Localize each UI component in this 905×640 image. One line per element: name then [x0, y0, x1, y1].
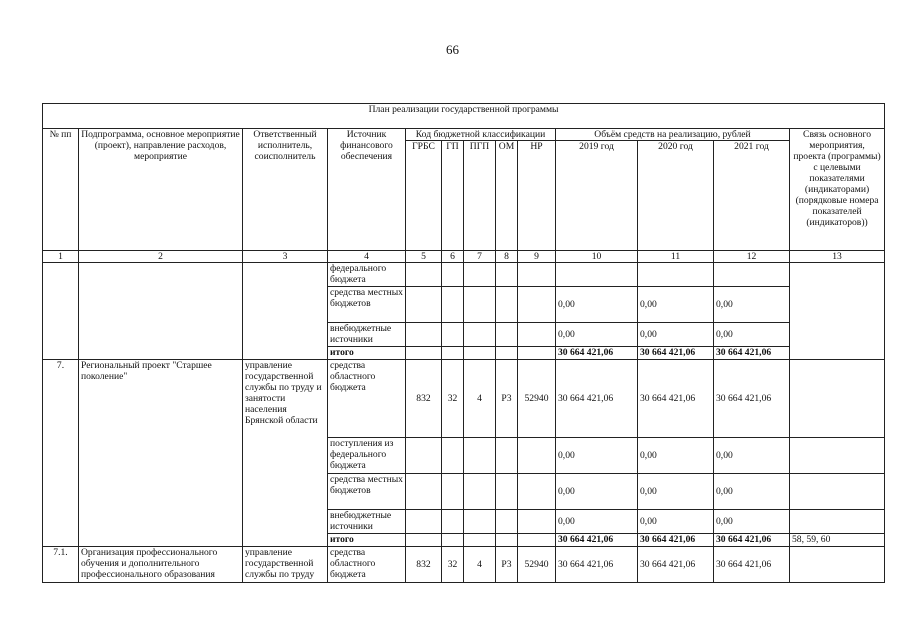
- header-num: № пп: [43, 129, 79, 251]
- header-budget-code: Код бюджетной классификации: [406, 129, 556, 141]
- amount-2021: 0,00: [714, 323, 790, 347]
- total-2021: 30 664 421,06: [714, 534, 790, 547]
- col-number: 2: [79, 251, 243, 263]
- total-2019: 30 664 421,06: [556, 347, 638, 360]
- source-cell: итого: [328, 534, 406, 547]
- total-2021: 30 664 421,06: [714, 347, 790, 360]
- amount-2021: 0,00: [714, 474, 790, 510]
- header-gp: ГП: [442, 141, 464, 251]
- col-number: 3: [243, 251, 328, 263]
- grbs-cell: 832: [406, 360, 442, 438]
- nr-cell: 52940: [518, 360, 556, 438]
- col-number: 12: [714, 251, 790, 263]
- header-pgp: ПГП: [464, 141, 496, 251]
- amount-2019: 0,00: [556, 323, 638, 347]
- indicator-link-cell: 58, 59, 60: [790, 534, 885, 547]
- header-program: Подпрограмма, основное мероприятие (проект), направление расходов, мероприятие: [79, 129, 243, 251]
- gp-cell: 32: [442, 547, 464, 583]
- source-cell: федерального бюджета: [328, 263, 406, 287]
- amount-2019: 0,00: [556, 287, 638, 323]
- row-number: 7.1.: [43, 547, 79, 583]
- column-number-row: [43, 251, 885, 263]
- amount-2020: 0,00: [638, 510, 714, 534]
- grbs-cell: 832: [406, 547, 442, 583]
- header-om: ОМ: [496, 141, 518, 251]
- table-row: [43, 547, 885, 583]
- amount-2020: 0,00: [638, 438, 714, 474]
- amount-2019: 30 664 421,06: [556, 360, 638, 438]
- pgp-cell: 4: [464, 360, 496, 438]
- header-source: Источник финансового обеспечения: [328, 129, 406, 251]
- amount-2020: 30 664 421,06: [638, 360, 714, 438]
- header-funds: Объём средств на реализацию, рублей: [556, 129, 790, 141]
- header-link: Связь основного мероприятия, проекта (программы) с целевыми показателями (индикаторами) (порядковые номера показателей (индикаторов)): [790, 129, 885, 251]
- source-cell: средства областного бюджета: [328, 360, 406, 438]
- amount-2021: 30 664 421,06: [714, 360, 790, 438]
- total-2019: 30 664 421,06: [556, 534, 638, 547]
- gp-cell: 32: [442, 360, 464, 438]
- header-2021: 2021 год: [714, 141, 790, 251]
- executor-cell: управление государственной службы по труду: [243, 547, 328, 583]
- table-row: [43, 263, 885, 287]
- header-2020: 2020 год: [638, 141, 714, 251]
- nr-cell: 52940: [518, 547, 556, 583]
- col-number: 13: [790, 251, 885, 263]
- source-cell: итого: [328, 347, 406, 360]
- source-cell: внебюджетные источники: [328, 510, 406, 534]
- header-nr: НР: [518, 141, 556, 251]
- amount-2020: 0,00: [638, 323, 714, 347]
- amount-2020: 0,00: [638, 474, 714, 510]
- amount-2019: 0,00: [556, 438, 638, 474]
- header-2019: 2019 год: [556, 141, 638, 251]
- page-number: 66: [446, 42, 459, 57]
- program-plan-table: [42, 103, 885, 583]
- header-row: [43, 129, 885, 141]
- col-number: 10: [556, 251, 638, 263]
- col-number: 1: [43, 251, 79, 263]
- col-number: 7: [464, 251, 496, 263]
- amount-2020: 30 664 421,06: [638, 547, 714, 583]
- col-number: 4: [328, 251, 406, 263]
- program-cell: Организация профессионального обучения и дополнительного профессионального образования: [79, 547, 243, 583]
- om-cell: Р3: [496, 360, 518, 438]
- source-cell: внебюджетные источники: [328, 323, 406, 347]
- amount-2021: 0,00: [714, 510, 790, 534]
- table-title: План реализации государственной программы: [43, 104, 885, 129]
- pgp-cell: 4: [464, 547, 496, 583]
- executor-cell: управление государственной службы по труду и занятости населения Брянской области: [243, 360, 328, 547]
- source-cell: поступления из федерального бюджета: [328, 438, 406, 474]
- col-number: 5: [406, 251, 442, 263]
- header-grbs: ГРБС: [406, 141, 442, 251]
- col-number: 9: [518, 251, 556, 263]
- amount-2021: 0,00: [714, 287, 790, 323]
- source-cell: средства местных бюджетов: [328, 474, 406, 510]
- program-cell: Региональный проект "Старшее поколение": [79, 360, 243, 547]
- amount-2019: 30 664 421,06: [556, 547, 638, 583]
- amount-2020: 0,00: [638, 287, 714, 323]
- table-title-row: [43, 104, 885, 129]
- col-number: 6: [442, 251, 464, 263]
- amount-2021: 30 664 421,06: [714, 547, 790, 583]
- om-cell: Р3: [496, 547, 518, 583]
- row-number: 7.: [43, 360, 79, 547]
- amount-2021: 0,00: [714, 438, 790, 474]
- col-number: 11: [638, 251, 714, 263]
- col-number: 8: [496, 251, 518, 263]
- source-cell: средства местных бюджетов: [328, 287, 406, 323]
- table-row: [43, 360, 885, 438]
- total-2020: 30 664 421,06: [638, 534, 714, 547]
- amount-2019: 0,00: [556, 510, 638, 534]
- source-cell: средства областного бюджета: [328, 547, 406, 583]
- amount-2019: 0,00: [556, 474, 638, 510]
- total-2020: 30 664 421,06: [638, 347, 714, 360]
- header-executor: Ответственный исполнитель, соисполнитель: [243, 129, 328, 251]
